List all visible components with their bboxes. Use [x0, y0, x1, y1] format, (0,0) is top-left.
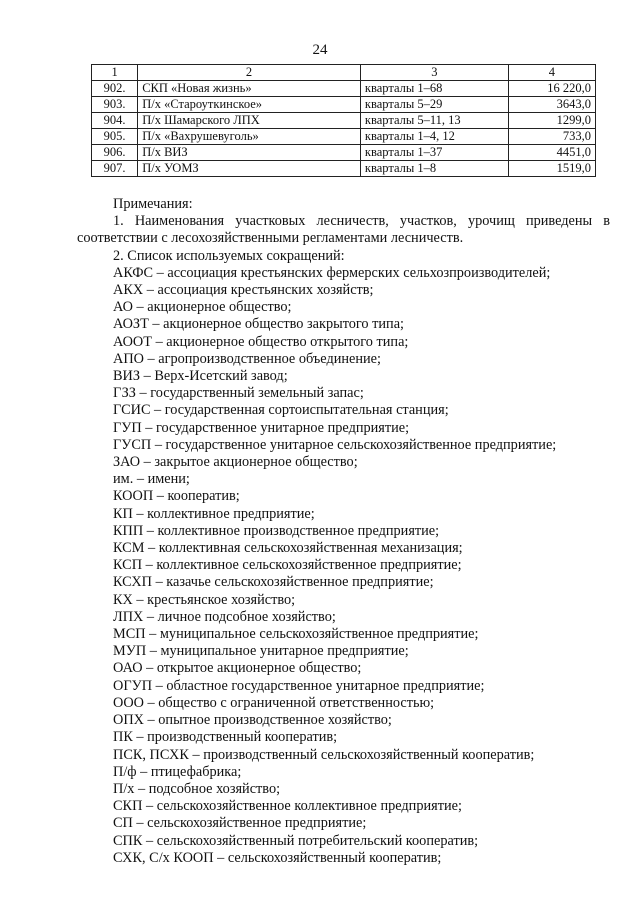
table-cell: кварталы 1–8: [360, 161, 508, 177]
abbreviation-item: МУП – муниципальное унитарное предприятие;: [113, 643, 409, 660]
abbreviation-item: КПП – коллективное производственное предприятие;: [113, 522, 440, 539]
table-cell: 907.: [92, 161, 138, 177]
abbreviation-item: СПК – сельскохозяйственный потребительский кооператив;: [113, 832, 479, 849]
table-cell: 902.: [92, 81, 138, 97]
table-cell: кварталы 1–37: [360, 145, 508, 161]
note-1: 1. Наименования участковых лесничеств, участков, урочищ приведены в соответствии с лесохозяйственными регламентами лесничеств.: [77, 213, 610, 247]
table-cell: кварталы 1–4, 12: [360, 129, 508, 145]
abbreviation-item: СП – сельскохозяйственное предприятие;: [113, 815, 367, 832]
table-cell: 16 220,0: [508, 81, 595, 97]
abbreviation-item: ГСИС – государственная сортоиспытательная станция;: [113, 402, 449, 419]
notes-section: [77, 196, 610, 867]
abbreviation-item: АКФС – ассоциация крестьянских фермерских сельхозпроизводителей;: [113, 264, 551, 281]
table-cell: 1519,0: [508, 161, 595, 177]
table-cell: 733,0: [508, 129, 595, 145]
table-row: [92, 97, 596, 113]
abbreviation-list: [77, 265, 610, 867]
abbreviation-item: ПСК, ПСХК – производственный сельскохозяйственный кооператив;: [113, 746, 535, 763]
abbreviation-item: КООП – кооператив;: [113, 488, 240, 505]
abbreviation-item: АОЗТ – акционерное общество закрытого типа;: [113, 316, 405, 333]
table-cell: 906.: [92, 145, 138, 161]
table-cell: П/х ВИЗ: [138, 145, 361, 161]
abbreviation-item: АКХ – ассоциация крестьянских хозяйств;: [113, 282, 374, 299]
abbreviation-item: КП – коллективное предприятие;: [113, 505, 315, 522]
abbreviation-item: ВИЗ – Верх-Исетский завод;: [113, 368, 288, 385]
table-cell: кварталы 5–11, 13: [360, 113, 508, 129]
table-cell: 4451,0: [508, 145, 595, 161]
table-row: [92, 113, 596, 129]
abbreviation-item: АООТ – акционерное общество открытого типа;: [113, 333, 409, 350]
table-row: [92, 81, 596, 97]
abbreviation-item: ОГУП – областное государственное унитарное предприятие;: [113, 677, 485, 694]
column-header: 1: [92, 65, 138, 81]
abbreviation-item: СКП – сельскохозяйственное коллективное предприятие;: [113, 798, 462, 815]
table-row: [92, 129, 596, 145]
abbreviation-item: АО – акционерное общество;: [113, 299, 292, 316]
table-cell: П/х «Вахрушевуголь»: [138, 129, 361, 145]
table-cell: кварталы 1–68: [360, 81, 508, 97]
column-header: 4: [508, 65, 595, 81]
abbreviation-item: ОПХ – опытное производственное хозяйство;: [113, 712, 392, 729]
column-header: 3: [360, 65, 508, 81]
abbreviation-item: П/х – подсобное хозяйство;: [113, 780, 281, 797]
page-number: 24: [312, 42, 328, 58]
table-cell: П/х «Староуткинское»: [138, 97, 361, 113]
abbreviation-item: ЛПХ – личное подсобное хозяйство;: [113, 608, 336, 625]
abbreviation-item: ГЗЗ – государственный земельный запас;: [113, 385, 364, 402]
table-body: [92, 81, 596, 177]
table-row: [92, 145, 596, 161]
table-cell: П/х Шамарского ЛПХ: [138, 113, 361, 129]
table-cell: 1299,0: [508, 113, 595, 129]
abbreviation-item: ОАО – открытое акционерное общество;: [113, 660, 362, 677]
notes-heading: Примечания:: [113, 196, 193, 212]
table-header-row: [92, 65, 596, 81]
abbreviation-item: КСП – коллективное сельскохозяйственное предприятие;: [113, 557, 462, 574]
abbreviation-item: СХК, С/х КООП – сельскохозяйственный кооператив;: [113, 849, 442, 866]
abbreviation-item: МСП – муниципальное сельскохозяйственное предприятие;: [113, 626, 479, 643]
table-cell: 904.: [92, 113, 138, 129]
abbreviation-item: П/ф – птицефабрика;: [113, 763, 242, 780]
table-row: [92, 161, 596, 177]
table-cell: кварталы 5–29: [360, 97, 508, 113]
table-cell: П/х УОМЗ: [138, 161, 361, 177]
abbreviation-item: КХ – крестьянское хозяйство;: [113, 591, 296, 608]
table-cell: 3643,0: [508, 97, 595, 113]
column-header: 2: [138, 65, 361, 81]
abbreviation-item: ЗАО – закрытое акционерное общество;: [113, 454, 358, 471]
abbreviation-item: ПК – производственный кооператив;: [113, 729, 338, 746]
note-2: 2. Список используемых сокращений:: [113, 247, 345, 264]
abbreviation-item: им. – имени;: [113, 471, 190, 488]
abbreviation-item: ООО – общество с ограниченной ответственностью;: [113, 694, 435, 711]
abbreviation-item: КСХП – казачье сельскохозяйственное предприятие;: [113, 574, 434, 591]
table-cell: СКП «Новая жизнь»: [138, 81, 361, 97]
table-cell: 903.: [92, 97, 138, 113]
abbreviation-item: АПО – агропроизводственное объединение;: [113, 350, 381, 367]
forest-areas-table: [91, 64, 596, 177]
abbreviation-item: ГУП – государственное унитарное предприятие;: [113, 419, 410, 436]
abbreviation-item: КСМ – коллективная сельскохозяйственная механизация;: [113, 540, 463, 557]
table-cell: 905.: [92, 129, 138, 145]
abbreviation-item: ГУСП – государственное унитарное сельскохозяйственное предприятие;: [113, 436, 557, 453]
